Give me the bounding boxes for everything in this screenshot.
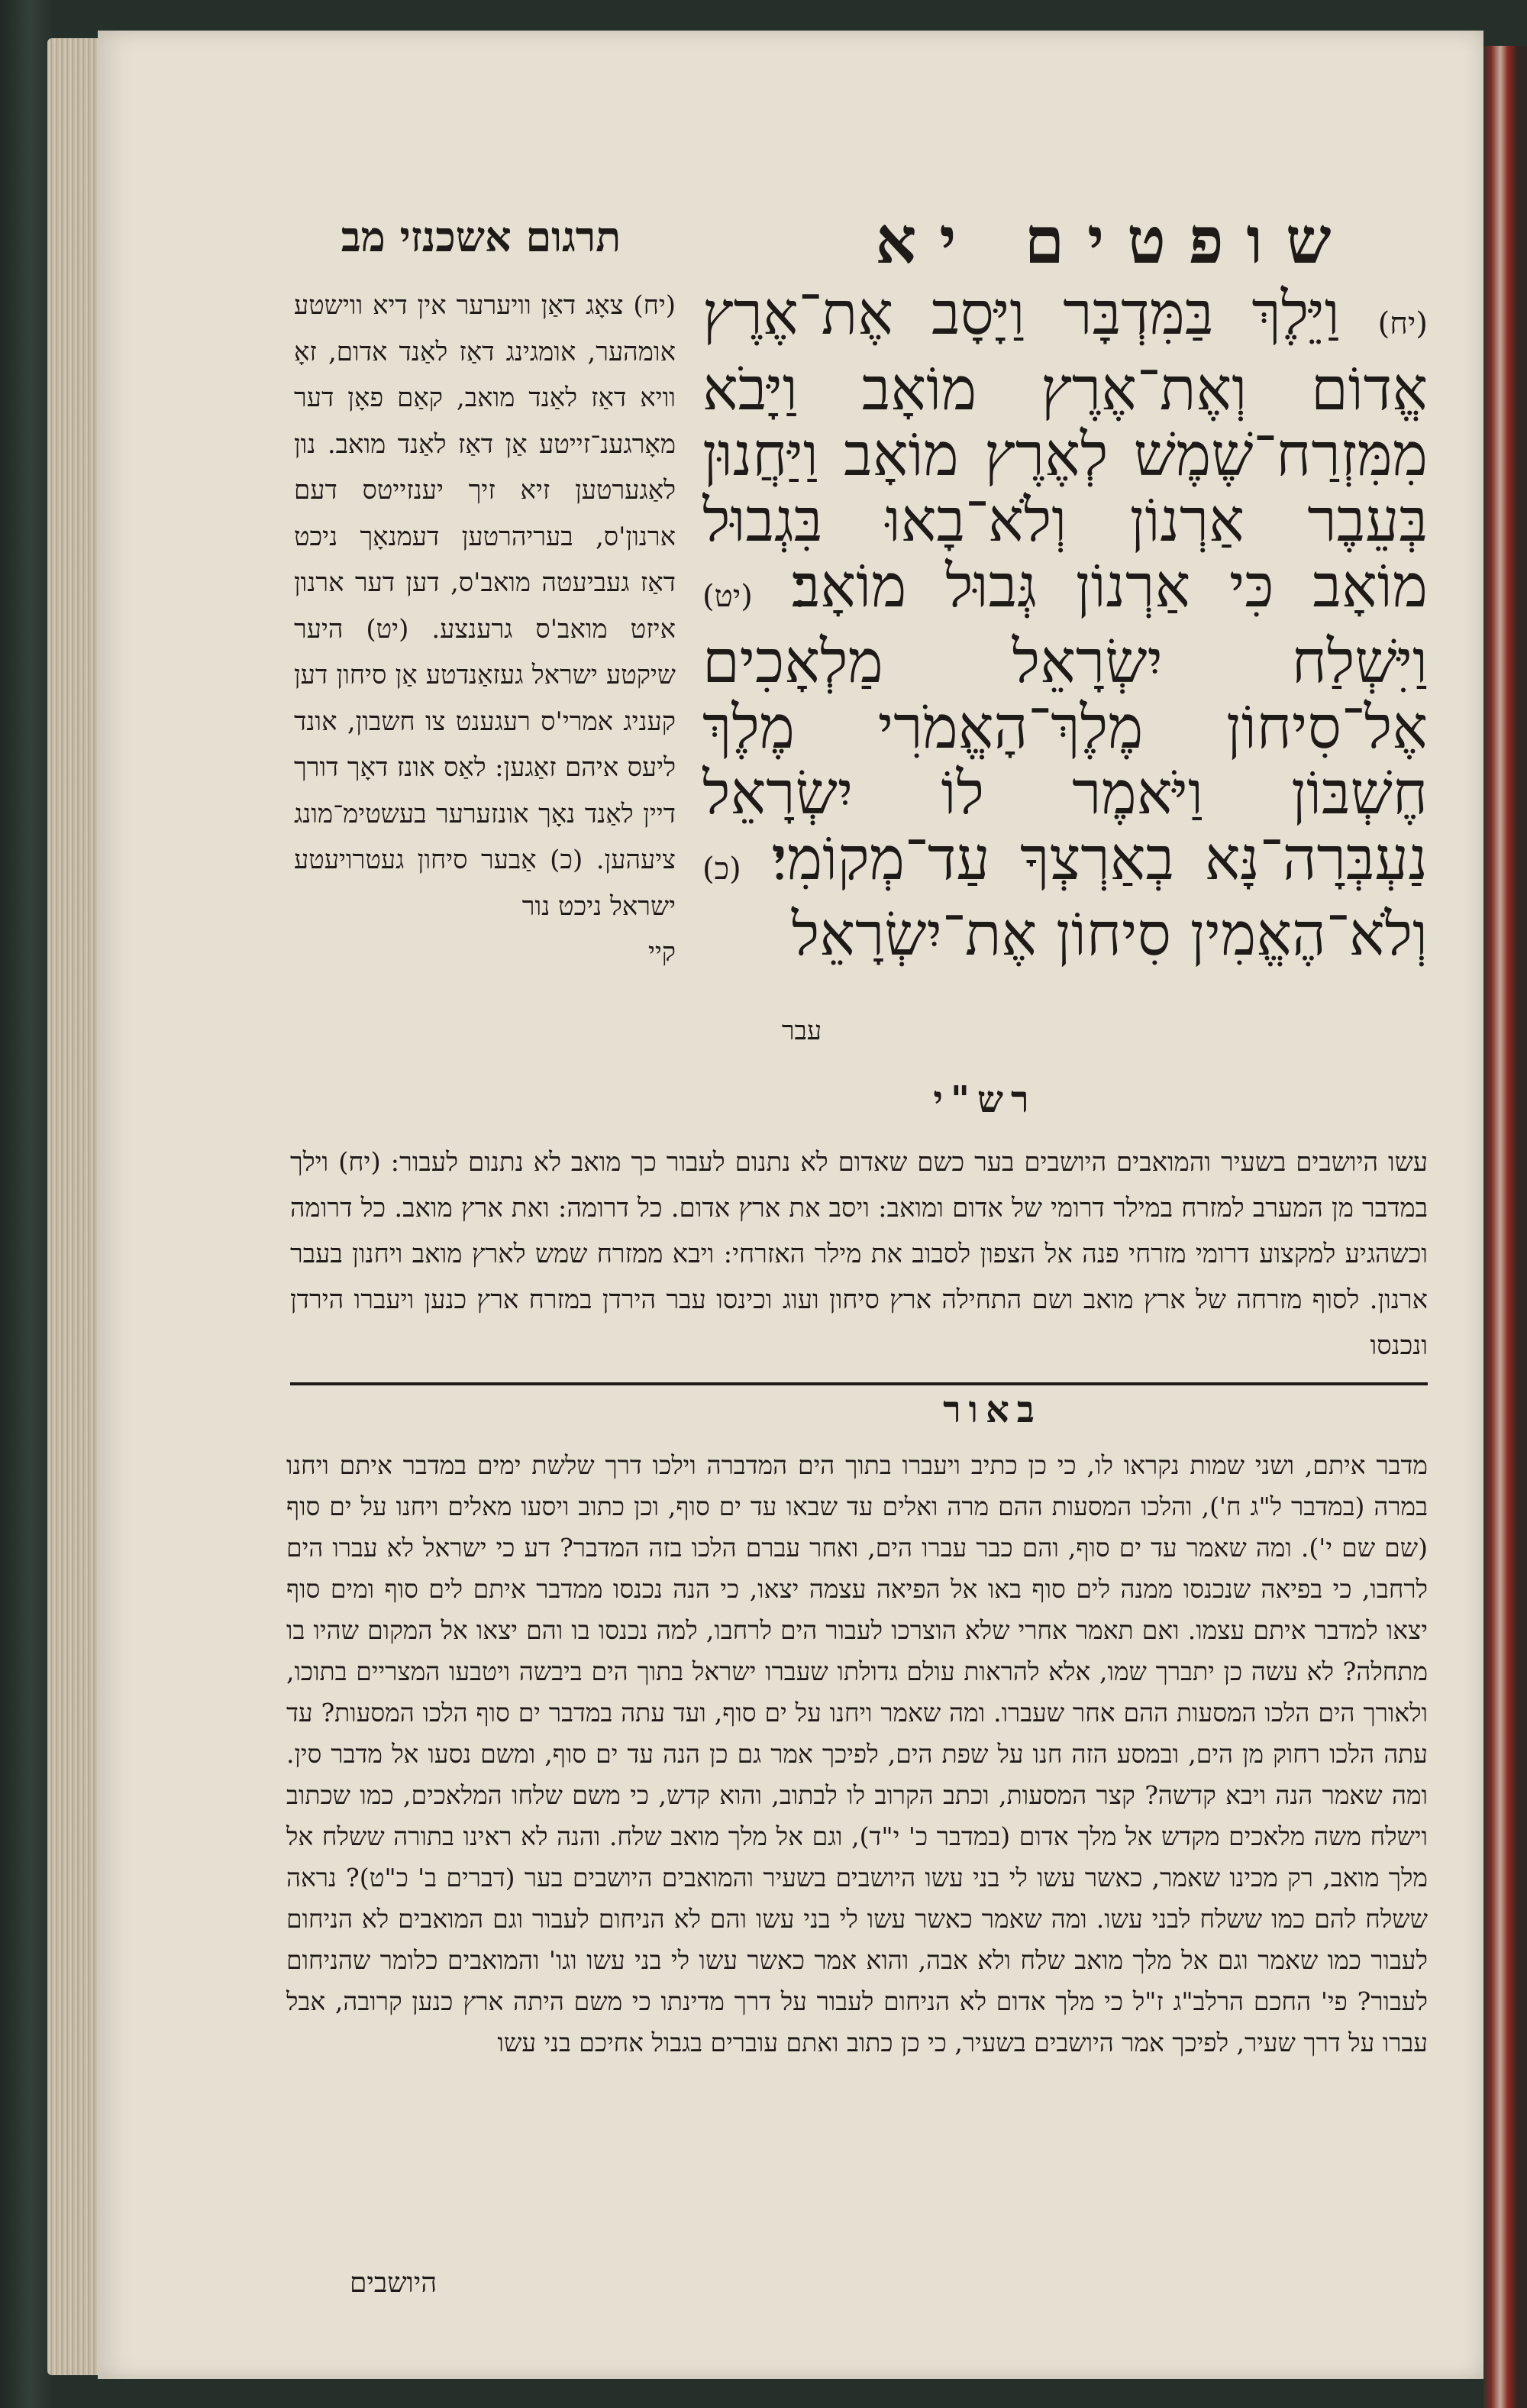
beur-text: מדבר איתם, ושני שמות נקראו לו, כי כן כתיב ויעברו בתוך הים המדברה וילכו דרך שלשת ימים במדבר איתם ויחנו במרה (במדבר ל"ג ח'), והלכו המסעות ההם מרה ואלים עד שבאו עד ים סוף, וכן כתוב ויסעו מאלים ויחנו על ים סוף (שם שם י'). ומה שאמר עד ים סוף, והם כבר עברו הים, ואחר עברם הלכו בזה המדבר? דע כי ישראל לא עברו הים לרחבו, כי בפיאה שנכנסו ממנה לים סוף באו אל הפיאה עצמה יצאו, כי הנה נכנסו ממדבר איתם לים סוף ומים סוף יצאו למדבר איתם עצמו. ואם תאמר אחרי שלא הוצרכו לעבור הים לרחבו, למה נכנסו בו והם יצאו אל המקום שהיו בו מתחלה? לא עשה כן יתברך שמו, אלא להראות עולם גדולתו שעברו ישראל בתוך הים ביבשה ויטבעו המצריים בתוכו, ולאורך הים הלכו המסעות ההם אחר שעברו. ומה שאמר ויחנו על ים סוף, ועד עתה במדבר ים סוף הלכו המסעות? עד עתה הלכו רחוק מן הים, ובמסע הזה חנו על שפת הים, לפיכך אמר גם כן הנה עד ים סוף, ומשם נסעו אל מדבר סין. ומה שאמר הנה ויבא קדשה? קצר המסעות, וכתב הקרוב לו לבתוב, והוא קדש, כי משם שלחו המלאכים, כמו שכתוב וישלח משה מלאכים מקדש אל מלך אדום (במדבר כ' י"ד), וגם אל מלך מואב שלח. והנה לא ראינו בתורה ששלח אל מלך מואב, רק מכינו שאמר, כאשר עשו לי בני עשו היושבים בשעיר והמואבים היושבים בער (דברים ב' כ"ט)? נראה ששלח להם כמו ששלח לבני עשו. ומה שאמר כאשר עשו לי בני עשו והם לא הניחום לעבור וגם המואבים לא הניחום לעבור כמו שאמר וגם אל מלך מואב שלח ולא אבה, והוא אמר כאשר עשו לי בני עשו וגו' והמואבים כלומר שהניחום לעבור? פי' החכם הרלב"ג ז"ל כי מלך אדום לא הניחום לעבור על דרך מדינתו כי משם היתה ארץ כנען קרובה, אבל עברו על דרך שעיר, לפיכך אמר היושבים בשעיר, כי כן כתוב ואתם עוברים בגבול אחיכם בני עשו [286, 1450, 1428, 2057]
rashi-catchword: ונכנסו [1370, 1330, 1428, 1361]
running-header-translation: תרגום אשכנזי מב [341, 212, 621, 261]
verse-text: וְלֹא־הֶאֱמִין סִיחוֹן אֶת־יִשְׂרָאֵל [791, 900, 1428, 969]
beur-commentary [286, 1445, 1428, 2277]
verse-text: וַיִּשְׁלַח יִשְׂרָאֵל מַלְאָכִים אֶל־סִיחוֹן מֶלֶךְ־הָאֱמֹרִי מֶלֶךְ חֶשְׁבּוֹן וַיֹּאמֶר לוֹ יִשְׂרָאֵל נַעְבְּרָה־נָּא בְאַרְצְךָ עַד־מְקוֹמִי׃ [702, 628, 1428, 894]
verse-text: וַיֵּלֶךְ בַּמִּדְבָּר וַיָּסָב אֶת־אֶרֶץ אֱדוֹם וְאֶת־אֶרֶץ מוֹאָב וַיָּבֹא מִמִּזְרַח־שֶׁמֶשׁ לְאֶרֶץ מוֹאָב וַיַּחֲנוּן בְּעֵבֶר אַרְנוֹן וְלֹא־בָאוּ בִּגְבוּל מוֹאָב כִּי אַרְנוֹן גְּבוּל מוֹאָב׃ [702, 281, 1428, 621]
translation-catchword: קיי [647, 937, 676, 968]
beur-heading: באור [943, 1388, 1042, 1431]
verse-number: (יט) [702, 579, 753, 614]
catchword: עבר [781, 1016, 822, 1046]
bottom-catchword: היושבים [349, 2267, 437, 2299]
rashi-text: עשו היושבים בשעיר והמואבים היושבים בער כשם שאדום לא נתנום לעבור כך מואב לא נתנום לעבור: (יח) וילך במדבר מן המערב למזרח במילר דרומי של אדום ומואב: ויסב את ארץ אדום. כל דרומה: ואת ארץ מואב. כל דרומה וכשהגיע למקצוע דרומי מזרחי פנה אל הצפון לסבוב את מילר האזרחי: ויבא ממזרח שמש לארץ מואב ויחנון בעבר ארנון. לסוף מזרחה של ארץ מואב ושם התחילה ארץ סיחון ועוג וכינסו עבר הירדן במזרח ארץ כנען ויעברו הירדן [290, 1147, 1428, 1315]
scripture-text [702, 281, 1428, 1014]
verse-number: (כ) [702, 852, 741, 887]
translation-column [294, 283, 676, 1100]
verse-number: (יח) [1377, 306, 1428, 341]
section-divider [290, 1382, 1428, 1385]
next-page-edge [1483, 46, 1527, 2408]
rashi-heading: רש"י [933, 1078, 1037, 1121]
page-edges [47, 38, 101, 2375]
translation-text: (יח) צאָג דאַן וויערער אין דיא ווישטע אומהער, אומגינג דאַז לאַנד אדום, זאָ וויא דאַז לאַנד מואב, קאַם פאָן דער מאָרגענ־זייטע אַן דאַז לאַנד מואב. נון לאַגערטען זיא זיך יענזייטס דעם ארנון'ס, בעריהרטען דעמנאָך ניכט דאַז געביעטה מואב'ס, דען דער ארנון איזט מואב'ס גרענצע. (יט) היער שיקטע ישראל געזאַנדטע אַן סיחון דען קעניג אמרי'ס רעגענט צו חשבון, אונד ליעס איהם זאַגען: לאַס אונז דאָך דורך דיין לאַנד נאָך אונזערער בעשטימ־מונג ציעהען. (כ) אַבער סיחון געטרויעטע ישראל ניכט נור [294, 290, 676, 922]
rashi-commentary [290, 1139, 1428, 1384]
running-header-book-chapter: שופטים יא [875, 202, 1354, 278]
